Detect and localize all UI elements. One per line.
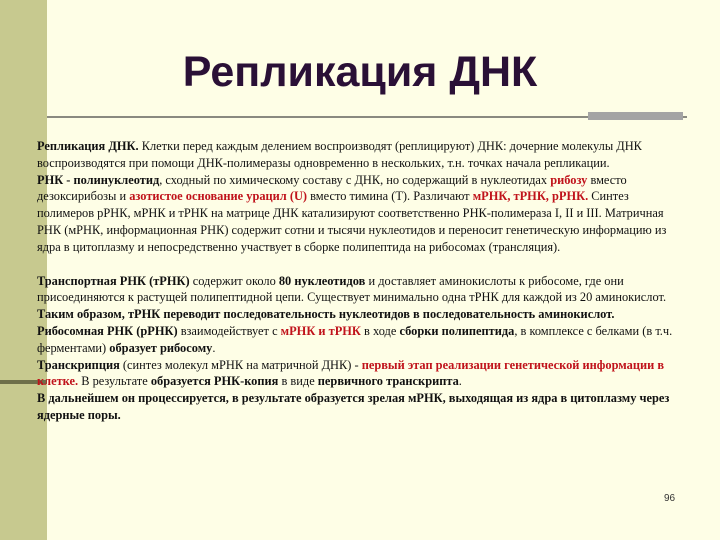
paragraph-gap [37,256,687,273]
page-number: 96 [664,493,676,504]
text: , в комплексе с белками (в т.ч. ферментами) [37,323,673,355]
term-processing: В дальнейшем он процессируется, в результате образуется зрелая мРНК, выходящая из ядра в цитоплазму через ядерные поры. [37,391,670,422]
highlight-mrna-trna: мРНК и тРНК [280,323,361,338]
text: содержит около [189,273,279,288]
paragraph-transcription [37,357,687,391]
text: вместо дезоксирибозы и [37,172,627,204]
text: (синтез молекул мРНК на матричной ДНК) - [119,357,362,372]
text: Синтез полимеров рРНК, мРНК и тРНК на матрице ДНК катализируют соответственно РНК-полимераза I, II и III. Матричная РНК (мРНК, информационная РНК) содержит сотни и тысячи нуклеотидов и переносит генетическую информацию из ядра в цитоплазму и непосредственно участвует в сборке полипептида на рибосомах (трансляция). [37,189,667,254]
paragraph-rrna [37,323,687,357]
paragraph-processing [37,390,687,424]
term-rna: РНК - полинуклеотид [37,172,160,187]
text: . [212,340,216,355]
text: . [458,374,462,389]
highlight-ribose: рибозу [550,172,588,187]
term-primary-transcript: первичного транскрипта [317,374,459,389]
text: взаимодействует с [177,323,281,338]
term-rna-copy: образуется РНК-копия [150,374,279,389]
term-dna-replication: Репликация ДНК. [37,139,139,153]
text: в виде [278,374,318,389]
paragraph-trna [37,273,687,323]
highlight-rna-types: мРНК, тРНК, рРНК. [472,189,589,204]
text: В результате [78,374,151,389]
text: , сходный по химическому составу с ДНК, но содержащий в нуклеотидах [159,172,551,187]
text: в ходе [360,323,400,338]
text: вместо тимина (Т). Различают [307,189,473,204]
term-ribosome: образует рибосому [109,340,213,355]
term-rrna: Рибосомная РНК (рРНК) [37,323,178,338]
text: и доставляет аминокислоты к рибосоме, где они присоединяются к растущей полипептидной цепи. Существует минимально одна тРНК для каждой из 20 аминокислот. [37,273,667,305]
text: Клетки перед каждым делением воспроизводят (реплицируют) ДНК: дочерние молекулы ДНК воспроизводятся при помощи ДНК-полимеразы одновременно в нескольких, т.н. точках начала репликации. [37,139,642,170]
slide-title: Репликация ДНК [182,48,538,96]
term-trna-function: Таким образом, тРНК переводит последовательность нуклеотидов в последовательность аминокислот. [37,307,615,322]
term-polypeptide-assembly: сборки полипептида [399,323,515,338]
slide-body [37,138,687,424]
paragraph-replication [37,138,687,172]
highlight-first-stage: первый этап реализации генетической информации в клетке. [37,357,665,389]
paragraph-rna [37,172,687,256]
highlight-uracil: азотистое основание урацил (U) [129,189,308,204]
divider-accent [588,112,683,120]
term-trna: Транспортная РНК (тРНК) [37,273,190,288]
term-80-nucleotides: 80 нуклеотидов [278,273,366,288]
term-transcription: Транскрипция [37,357,120,372]
